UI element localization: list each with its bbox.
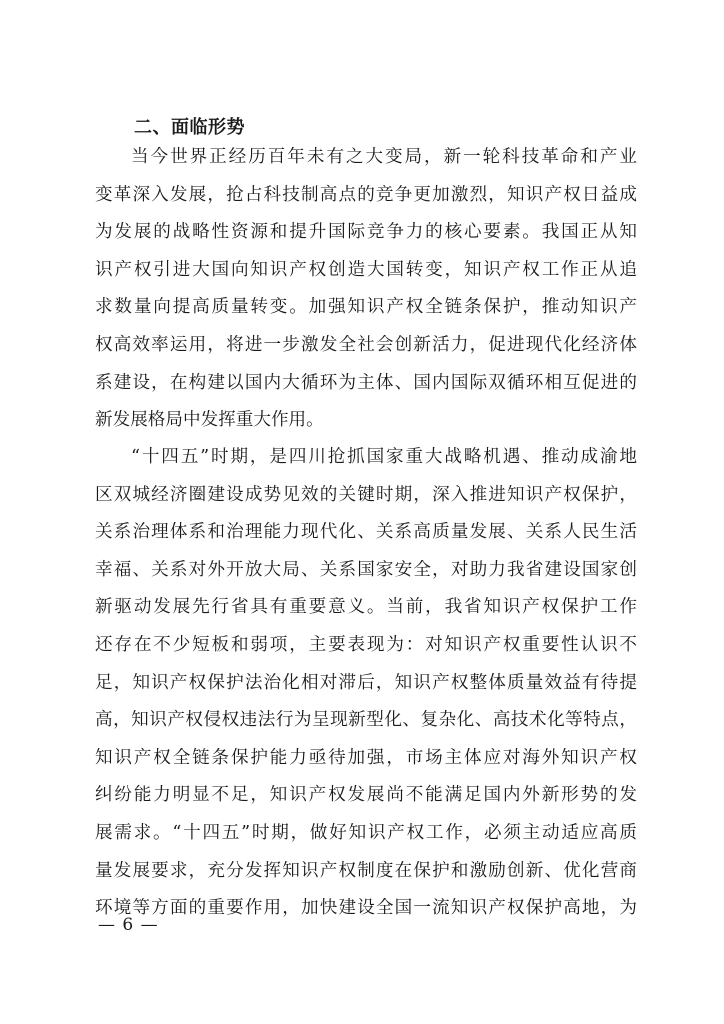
paragraph-line: 当今世界正经历百年未有之大变局，新一轮科技革命和产业: [131, 147, 637, 167]
paragraph-line: 变革深入发展，抢占科技制高点的竞争更加激烈，知识产权日益成: [95, 184, 637, 205]
paragraph-line: “十四五”时期，是四川抢抓国家重大战略机遇、推动成渝地: [131, 447, 637, 467]
paragraph-line: 系建设，在构建以国内大循环为主体、国内国际双循环相互促进的: [95, 372, 637, 393]
paragraph-line: 关系治理体系和治理能力现代化、关系高质量发展、关系人民生活: [95, 522, 637, 543]
paragraph-line: 幸福、关系对外开放大局、关系国家安全，对助力我省建设国家创: [95, 559, 637, 580]
section-heading: 二、面临形势: [134, 117, 245, 138]
paragraph-line: 高，知识产权侵权违法行为呈现新型化、复杂化、高技术化等特点，: [95, 710, 637, 731]
paragraph-line: 环境等方面的重要作用，加快建设全国一流知识产权保护高地，为: [95, 898, 637, 919]
paragraph-line: 展需求。“十四五”时期，做好知识产权工作，必须主动适应高质: [95, 822, 637, 843]
page-number: — 6 —: [98, 915, 159, 935]
paragraph-line: 权高效率运用，将进一步激发全社会创新活力，促进现代化经济体: [95, 334, 637, 355]
paragraph-line: 量发展要求，充分发挥知识产权制度在保护和激励创新、优化营商: [95, 860, 637, 881]
paragraph-line: 还存在不少短板和弱项，主要表现为：对知识产权重要性认识不: [95, 634, 637, 655]
paragraph-line: 为发展的战略性资源和提升国际竞争力的核心要素。我国正从知: [95, 222, 637, 243]
paragraph-2: [95, 439, 637, 928]
paragraph-1: [95, 139, 637, 440]
paragraph-line: 知识产权全链条保护能力亟待加强，市场主体应对海外知识产权: [95, 747, 637, 768]
paragraph-line: 纠纷能力明显不足，知识产权发展尚不能满足国内外新形势的发: [95, 785, 637, 806]
paragraph-line: 识产权引进大国向知识产权创造大国转变，知识产权工作正从追: [95, 259, 637, 280]
paragraph-line: 新驱动发展先行省具有重要意义。当前，我省知识产权保护工作: [95, 597, 637, 618]
paragraph-line: 足，知识产权保护法治化相对滞后，知识产权整体质量效益有待提: [95, 672, 637, 693]
paragraph-line: 求数量向提高质量转变。加强知识产权全链条保护，推动知识产: [95, 297, 637, 318]
paragraph-line: 新发展格局中发挥重大作用。: [95, 410, 324, 431]
paragraph-line: 区双城经济圈建设成势见效的关键时期，深入推进知识产权保护，: [95, 484, 637, 505]
